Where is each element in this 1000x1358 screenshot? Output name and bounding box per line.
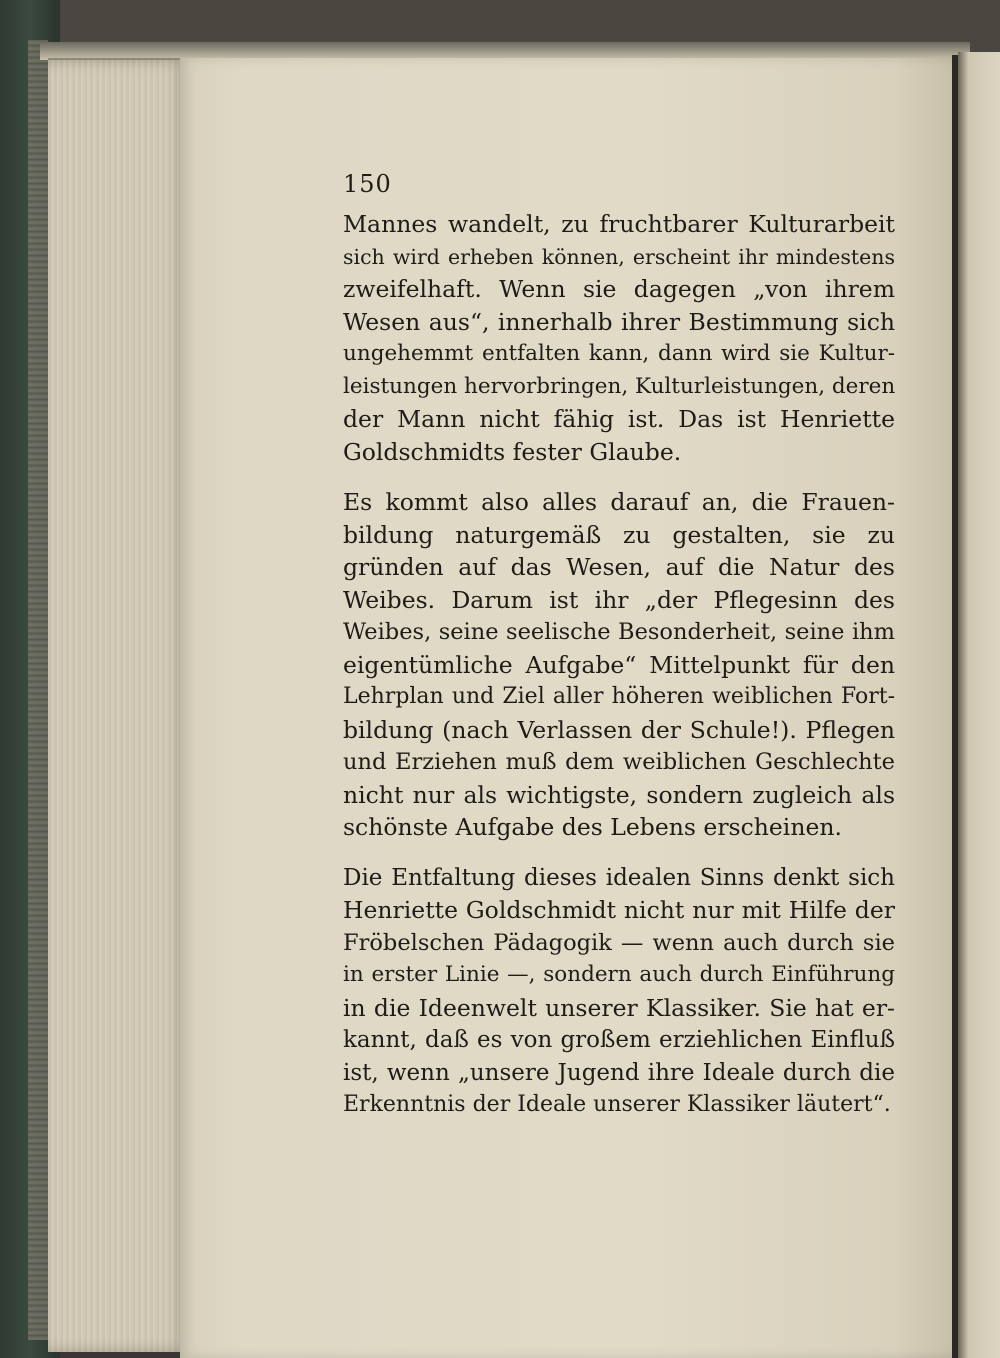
- page-number: 150: [343, 170, 392, 198]
- text-line: zweifelhaft. Wenn sie dagegen „von ihrem: [343, 275, 895, 303]
- text-line: Fröbelschen Pädagogik — wenn auch durch sie: [343, 929, 895, 956]
- text-line: Mannes wandelt, zu fruchtbarer Kulturarbeit: [343, 210, 895, 238]
- facing-page-edge: [958, 52, 1000, 1358]
- text-line: und Erziehen muß dem weiblichen Geschlechte: [343, 749, 895, 775]
- text-line: ungehemmt entfalten kann, dann wird sie Kultur-: [343, 341, 895, 366]
- text-line: Es kommt also alles darauf an, die Frauen-: [343, 488, 895, 516]
- page-stack-edge: [48, 58, 188, 1352]
- text-line: eigentümliche Aufgabe“ Mittelpunkt für den: [343, 650, 895, 679]
- text-line: bildung naturgemäß zu gestalten, sie zu: [343, 520, 895, 549]
- text-line: kannt, daß es von großem erziehlichen Einfluß: [343, 1027, 895, 1053]
- text-line: leistungen hervorbringen, Kulturleistungen, deren: [343, 373, 896, 399]
- text-line: der Mann nicht fähig ist. Das ist Henriette: [343, 405, 895, 433]
- text-line: Henriette Goldschmidt nicht nur mit Hilfe der: [343, 896, 895, 924]
- text-line: Erkenntnis der Ideale unserer Klassiker läutert“.: [343, 1092, 891, 1117]
- text-line: in die Ideenwelt unserer Klassiker. Sie hat er-: [343, 993, 895, 1022]
- text-line: Weibes. Darum ist ihr „der Pflegesinn des: [343, 585, 895, 614]
- page-content: [343, 168, 895, 1122]
- text-line: bildung (nach Verlassen der Schule!). Pflegen: [343, 715, 895, 744]
- paragraph-1: [343, 208, 895, 468]
- paragraph-2: [343, 486, 895, 844]
- text-line: Goldschmidts fester Glaube.: [343, 437, 682, 466]
- text-line: Lehrplan und Ziel aller höheren weiblichen Fort-: [343, 684, 895, 709]
- text-line: Wesen aus“, innerhalb ihrer Bestimmung sich: [343, 307, 895, 336]
- binding-edge: [28, 40, 48, 1340]
- text-line: in erster Linie —, sondern auch durch Einführung: [343, 962, 895, 987]
- text-line: sich wird erheben können, erscheint ihr mindestens: [343, 244, 895, 269]
- text-line: nicht nur als wichtigste, sondern zugleich als: [343, 780, 895, 809]
- text-line: ist, wenn „unsere Jugend ihre Ideale durch die: [343, 1059, 895, 1086]
- text-line: schönste Aufgabe des Lebens erscheinen.: [343, 813, 842, 841]
- text-line: gründen auf das Wesen, auf die Natur des: [343, 553, 895, 581]
- text-line: Die Entfaltung dieses idealen Sinns denkt sich: [343, 864, 895, 891]
- paragraph-3: [343, 862, 895, 1122]
- text-line: Weibes, seine seelische Besonderheit, seine ihm: [343, 619, 895, 645]
